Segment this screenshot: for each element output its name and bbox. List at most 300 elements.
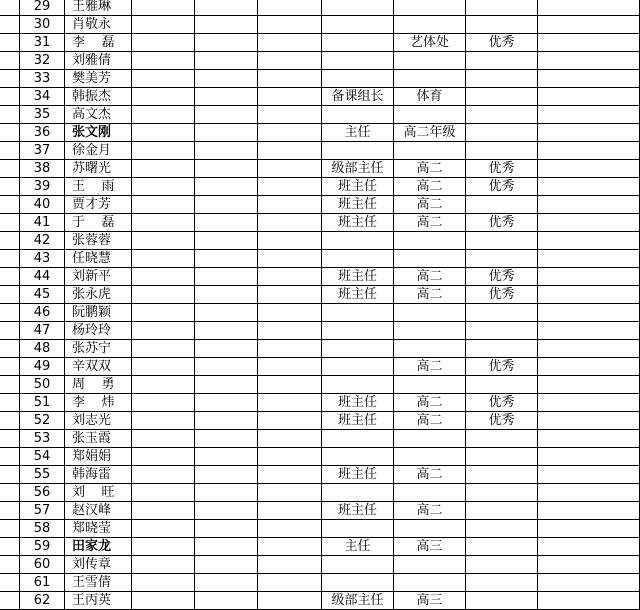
teacher-name-cell[interactable]: 刘 旺 bbox=[65, 484, 132, 502]
blank-cell[interactable] bbox=[538, 142, 640, 160]
row-number-cell[interactable]: 37 bbox=[20, 142, 65, 160]
department-cell[interactable]: 高二 bbox=[394, 196, 466, 214]
blank-cell[interactable] bbox=[538, 196, 640, 214]
blank-cell[interactable] bbox=[258, 250, 322, 268]
teacher-name-cell[interactable]: 王丙英 bbox=[65, 592, 132, 610]
teacher-name-cell[interactable]: 高文杰 bbox=[65, 106, 132, 124]
blank-cell[interactable] bbox=[538, 592, 640, 610]
department-cell[interactable] bbox=[394, 250, 466, 268]
teacher-name-cell[interactable]: 肖敬永 bbox=[65, 16, 132, 34]
teacher-name-cell[interactable]: 阮鹏颖 bbox=[65, 304, 132, 322]
blank-cell[interactable] bbox=[132, 466, 195, 484]
blank-cell[interactable] bbox=[195, 502, 258, 520]
row-number-cell[interactable]: 52 bbox=[20, 412, 65, 430]
row-number-cell[interactable]: 48 bbox=[20, 340, 65, 358]
blank-cell[interactable] bbox=[258, 286, 322, 304]
blank-cell[interactable] bbox=[258, 430, 322, 448]
blank-cell[interactable] bbox=[0, 70, 20, 88]
blank-cell[interactable] bbox=[258, 124, 322, 142]
blank-cell[interactable] bbox=[258, 574, 322, 592]
evaluation-cell[interactable] bbox=[466, 520, 538, 538]
blank-cell[interactable] bbox=[195, 304, 258, 322]
department-cell[interactable]: 高二 bbox=[394, 358, 466, 376]
row-number-cell[interactable]: 36 bbox=[20, 124, 65, 142]
evaluation-cell[interactable] bbox=[466, 340, 538, 358]
blank-cell[interactable] bbox=[0, 52, 20, 70]
row-number-cell[interactable]: 62 bbox=[20, 592, 65, 610]
blank-cell[interactable] bbox=[538, 232, 640, 250]
blank-cell[interactable] bbox=[258, 502, 322, 520]
blank-cell[interactable] bbox=[0, 196, 20, 214]
blank-cell[interactable] bbox=[0, 304, 20, 322]
blank-cell[interactable] bbox=[132, 538, 195, 556]
blank-cell[interactable] bbox=[0, 160, 20, 178]
blank-cell[interactable] bbox=[195, 592, 258, 610]
row-number-cell[interactable]: 41 bbox=[20, 214, 65, 232]
blank-cell[interactable] bbox=[538, 286, 640, 304]
evaluation-cell[interactable] bbox=[466, 196, 538, 214]
evaluation-cell[interactable] bbox=[466, 448, 538, 466]
blank-cell[interactable] bbox=[0, 556, 20, 574]
blank-cell[interactable] bbox=[0, 376, 20, 394]
position-cell[interactable] bbox=[322, 358, 394, 376]
evaluation-cell[interactable] bbox=[466, 574, 538, 592]
blank-cell[interactable] bbox=[0, 538, 20, 556]
blank-cell[interactable] bbox=[195, 484, 258, 502]
row-number-cell[interactable]: 39 bbox=[20, 178, 65, 196]
blank-cell[interactable] bbox=[538, 214, 640, 232]
evaluation-cell[interactable] bbox=[466, 538, 538, 556]
position-cell[interactable] bbox=[322, 106, 394, 124]
department-cell[interactable] bbox=[394, 520, 466, 538]
blank-cell[interactable] bbox=[0, 178, 20, 196]
department-cell[interactable]: 高三 bbox=[394, 538, 466, 556]
row-number-cell[interactable]: 49 bbox=[20, 358, 65, 376]
blank-cell[interactable] bbox=[0, 286, 20, 304]
teacher-name-cell[interactable]: 辛双双 bbox=[65, 358, 132, 376]
row-number-cell[interactable]: 30 bbox=[20, 16, 65, 34]
blank-cell[interactable] bbox=[132, 160, 195, 178]
blank-cell[interactable] bbox=[195, 286, 258, 304]
department-cell[interactable] bbox=[394, 142, 466, 160]
blank-cell[interactable] bbox=[538, 322, 640, 340]
blank-cell[interactable] bbox=[258, 394, 322, 412]
blank-cell[interactable] bbox=[0, 574, 20, 592]
teacher-name-cell[interactable]: 韩海雷 bbox=[65, 466, 132, 484]
position-cell[interactable]: 班主任 bbox=[322, 214, 394, 232]
department-cell[interactable]: 高二 bbox=[394, 268, 466, 286]
position-cell[interactable] bbox=[322, 322, 394, 340]
evaluation-cell[interactable] bbox=[466, 52, 538, 70]
blank-cell[interactable] bbox=[538, 502, 640, 520]
blank-cell[interactable] bbox=[132, 322, 195, 340]
blank-cell[interactable] bbox=[195, 448, 258, 466]
teacher-name-cell[interactable]: 王雅琳 bbox=[65, 0, 132, 16]
teacher-name-cell[interactable]: 韩振杰 bbox=[65, 88, 132, 106]
teacher-name-cell[interactable]: 任晓慧 bbox=[65, 250, 132, 268]
position-cell[interactable] bbox=[322, 250, 394, 268]
position-cell[interactable]: 班主任 bbox=[322, 394, 394, 412]
blank-cell[interactable] bbox=[258, 160, 322, 178]
blank-cell[interactable] bbox=[132, 412, 195, 430]
evaluation-cell[interactable]: 优秀 bbox=[466, 268, 538, 286]
position-cell[interactable]: 备课组长 bbox=[322, 88, 394, 106]
row-number-cell[interactable]: 32 bbox=[20, 52, 65, 70]
evaluation-cell[interactable] bbox=[466, 430, 538, 448]
department-cell[interactable] bbox=[394, 430, 466, 448]
evaluation-cell[interactable]: 优秀 bbox=[466, 412, 538, 430]
blank-cell[interactable] bbox=[195, 124, 258, 142]
blank-cell[interactable] bbox=[538, 268, 640, 286]
row-number-cell[interactable]: 54 bbox=[20, 448, 65, 466]
blank-cell[interactable] bbox=[258, 358, 322, 376]
blank-cell[interactable] bbox=[0, 142, 20, 160]
blank-cell[interactable] bbox=[258, 412, 322, 430]
blank-cell[interactable] bbox=[132, 178, 195, 196]
blank-cell[interactable] bbox=[132, 556, 195, 574]
teacher-name-cell[interactable]: 刘雅倩 bbox=[65, 52, 132, 70]
blank-cell[interactable] bbox=[258, 520, 322, 538]
blank-cell[interactable] bbox=[258, 70, 322, 88]
teacher-name-cell[interactable]: 张永虎 bbox=[65, 286, 132, 304]
blank-cell[interactable] bbox=[195, 574, 258, 592]
evaluation-cell[interactable] bbox=[466, 322, 538, 340]
position-cell[interactable]: 班主任 bbox=[322, 502, 394, 520]
blank-cell[interactable] bbox=[0, 322, 20, 340]
blank-cell[interactable] bbox=[132, 142, 195, 160]
evaluation-cell[interactable] bbox=[466, 106, 538, 124]
department-cell[interactable] bbox=[394, 340, 466, 358]
blank-cell[interactable] bbox=[0, 34, 20, 52]
row-number-cell[interactable]: 45 bbox=[20, 286, 65, 304]
department-cell[interactable]: 高二 bbox=[394, 412, 466, 430]
blank-cell[interactable] bbox=[0, 106, 20, 124]
blank-cell[interactable] bbox=[195, 88, 258, 106]
position-cell[interactable] bbox=[322, 232, 394, 250]
teacher-name-cell[interactable]: 苏曙光 bbox=[65, 160, 132, 178]
blank-cell[interactable] bbox=[258, 34, 322, 52]
evaluation-cell[interactable] bbox=[466, 466, 538, 484]
blank-cell[interactable] bbox=[132, 250, 195, 268]
row-number-cell[interactable]: 59 bbox=[20, 538, 65, 556]
blank-cell[interactable] bbox=[195, 70, 258, 88]
position-cell[interactable] bbox=[322, 142, 394, 160]
row-number-cell[interactable]: 29 bbox=[20, 0, 65, 16]
teacher-name-cell[interactable]: 张文刚 bbox=[65, 124, 132, 142]
position-cell[interactable] bbox=[322, 340, 394, 358]
blank-cell[interactable] bbox=[538, 34, 640, 52]
blank-cell[interactable] bbox=[0, 502, 20, 520]
blank-cell[interactable] bbox=[195, 214, 258, 232]
department-cell[interactable] bbox=[394, 556, 466, 574]
department-cell[interactable]: 艺体处 bbox=[394, 34, 466, 52]
teacher-name-cell[interactable]: 樊美芳 bbox=[65, 70, 132, 88]
row-number-cell[interactable]: 34 bbox=[20, 88, 65, 106]
blank-cell[interactable] bbox=[258, 268, 322, 286]
blank-cell[interactable] bbox=[538, 16, 640, 34]
blank-cell[interactable] bbox=[538, 466, 640, 484]
department-cell[interactable]: 高三 bbox=[394, 592, 466, 610]
teacher-name-cell[interactable]: 张玉霞 bbox=[65, 430, 132, 448]
position-cell[interactable] bbox=[322, 34, 394, 52]
blank-cell[interactable] bbox=[132, 430, 195, 448]
blank-cell[interactable] bbox=[195, 250, 258, 268]
blank-cell[interactable] bbox=[538, 448, 640, 466]
blank-cell[interactable] bbox=[538, 484, 640, 502]
position-cell[interactable] bbox=[322, 520, 394, 538]
blank-cell[interactable] bbox=[132, 448, 195, 466]
blank-cell[interactable] bbox=[538, 556, 640, 574]
blank-cell[interactable] bbox=[195, 106, 258, 124]
blank-cell[interactable] bbox=[0, 88, 20, 106]
department-cell[interactable] bbox=[394, 106, 466, 124]
blank-cell[interactable] bbox=[195, 178, 258, 196]
blank-cell[interactable] bbox=[195, 34, 258, 52]
evaluation-cell[interactable]: 优秀 bbox=[466, 358, 538, 376]
blank-cell[interactable] bbox=[258, 556, 322, 574]
blank-cell[interactable] bbox=[132, 52, 195, 70]
blank-cell[interactable] bbox=[132, 16, 195, 34]
blank-cell[interactable] bbox=[195, 160, 258, 178]
row-number-cell[interactable]: 50 bbox=[20, 376, 65, 394]
blank-cell[interactable] bbox=[258, 376, 322, 394]
evaluation-cell[interactable] bbox=[466, 376, 538, 394]
blank-cell[interactable] bbox=[195, 340, 258, 358]
blank-cell[interactable] bbox=[538, 412, 640, 430]
department-cell[interactable]: 高二年级 bbox=[394, 124, 466, 142]
evaluation-cell[interactable]: 优秀 bbox=[466, 160, 538, 178]
blank-cell[interactable] bbox=[132, 592, 195, 610]
blank-cell[interactable] bbox=[258, 232, 322, 250]
evaluation-cell[interactable]: 优秀 bbox=[466, 178, 538, 196]
department-cell[interactable]: 高二 bbox=[394, 160, 466, 178]
position-cell[interactable] bbox=[322, 430, 394, 448]
blank-cell[interactable] bbox=[0, 592, 20, 610]
evaluation-cell[interactable]: 优秀 bbox=[466, 286, 538, 304]
department-cell[interactable] bbox=[394, 376, 466, 394]
blank-cell[interactable] bbox=[195, 142, 258, 160]
blank-cell[interactable] bbox=[195, 412, 258, 430]
evaluation-cell[interactable] bbox=[466, 250, 538, 268]
department-cell[interactable] bbox=[394, 52, 466, 70]
department-cell[interactable] bbox=[394, 232, 466, 250]
position-cell[interactable]: 班主任 bbox=[322, 466, 394, 484]
blank-cell[interactable] bbox=[195, 322, 258, 340]
teacher-name-cell[interactable]: 贾才芳 bbox=[65, 196, 132, 214]
blank-cell[interactable] bbox=[538, 304, 640, 322]
blank-cell[interactable] bbox=[195, 268, 258, 286]
blank-cell[interactable] bbox=[258, 178, 322, 196]
position-cell[interactable] bbox=[322, 376, 394, 394]
blank-cell[interactable] bbox=[258, 484, 322, 502]
position-cell[interactable] bbox=[322, 16, 394, 34]
blank-cell[interactable] bbox=[0, 214, 20, 232]
row-number-cell[interactable]: 56 bbox=[20, 484, 65, 502]
blank-cell[interactable] bbox=[0, 358, 20, 376]
row-number-cell[interactable]: 31 bbox=[20, 34, 65, 52]
teacher-name-cell[interactable]: 张蓉蓉 bbox=[65, 232, 132, 250]
evaluation-cell[interactable] bbox=[466, 592, 538, 610]
department-cell[interactable] bbox=[394, 484, 466, 502]
blank-cell[interactable] bbox=[195, 376, 258, 394]
row-number-cell[interactable]: 46 bbox=[20, 304, 65, 322]
row-number-cell[interactable]: 33 bbox=[20, 70, 65, 88]
teacher-name-cell[interactable]: 赵汉峰 bbox=[65, 502, 132, 520]
blank-cell[interactable] bbox=[258, 592, 322, 610]
row-number-cell[interactable]: 47 bbox=[20, 322, 65, 340]
teacher-name-cell[interactable]: 王 雨 bbox=[65, 178, 132, 196]
blank-cell[interactable] bbox=[132, 286, 195, 304]
position-cell[interactable]: 班主任 bbox=[322, 196, 394, 214]
evaluation-cell[interactable] bbox=[466, 484, 538, 502]
blank-cell[interactable] bbox=[538, 250, 640, 268]
teacher-name-cell[interactable]: 刘传章 bbox=[65, 556, 132, 574]
blank-cell[interactable] bbox=[258, 466, 322, 484]
blank-cell[interactable] bbox=[132, 268, 195, 286]
blank-cell[interactable] bbox=[258, 214, 322, 232]
evaluation-cell[interactable]: 优秀 bbox=[466, 214, 538, 232]
department-cell[interactable] bbox=[394, 322, 466, 340]
blank-cell[interactable] bbox=[538, 160, 640, 178]
blank-cell[interactable] bbox=[132, 358, 195, 376]
blank-cell[interactable] bbox=[0, 340, 20, 358]
blank-cell[interactable] bbox=[0, 232, 20, 250]
department-cell[interactable]: 高二 bbox=[394, 214, 466, 232]
blank-cell[interactable] bbox=[258, 340, 322, 358]
blank-cell[interactable] bbox=[195, 394, 258, 412]
teacher-name-cell[interactable]: 王雪倩 bbox=[65, 574, 132, 592]
position-cell[interactable] bbox=[322, 448, 394, 466]
teacher-name-cell[interactable]: 李 炜 bbox=[65, 394, 132, 412]
department-cell[interactable]: 高二 bbox=[394, 178, 466, 196]
teacher-name-cell[interactable]: 刘志光 bbox=[65, 412, 132, 430]
blank-cell[interactable] bbox=[132, 124, 195, 142]
teacher-name-cell[interactable]: 郑晓莹 bbox=[65, 520, 132, 538]
row-number-cell[interactable]: 57 bbox=[20, 502, 65, 520]
blank-cell[interactable] bbox=[0, 16, 20, 34]
blank-cell[interactable] bbox=[538, 106, 640, 124]
evaluation-cell[interactable] bbox=[466, 304, 538, 322]
evaluation-cell[interactable] bbox=[466, 16, 538, 34]
row-number-cell[interactable]: 38 bbox=[20, 160, 65, 178]
blank-cell[interactable] bbox=[0, 268, 20, 286]
blank-cell[interactable] bbox=[195, 538, 258, 556]
blank-cell[interactable] bbox=[0, 412, 20, 430]
blank-cell[interactable] bbox=[195, 196, 258, 214]
department-cell[interactable] bbox=[394, 0, 466, 16]
position-cell[interactable] bbox=[322, 484, 394, 502]
blank-cell[interactable] bbox=[132, 574, 195, 592]
blank-cell[interactable] bbox=[132, 520, 195, 538]
position-cell[interactable] bbox=[322, 556, 394, 574]
evaluation-cell[interactable] bbox=[466, 70, 538, 88]
blank-cell[interactable] bbox=[195, 466, 258, 484]
position-cell[interactable]: 班主任 bbox=[322, 268, 394, 286]
teacher-name-cell[interactable]: 张苏宁 bbox=[65, 340, 132, 358]
blank-cell[interactable] bbox=[258, 304, 322, 322]
blank-cell[interactable] bbox=[195, 52, 258, 70]
blank-cell[interactable] bbox=[258, 52, 322, 70]
row-number-cell[interactable]: 40 bbox=[20, 196, 65, 214]
row-number-cell[interactable]: 53 bbox=[20, 430, 65, 448]
evaluation-cell[interactable] bbox=[466, 142, 538, 160]
evaluation-cell[interactable] bbox=[466, 0, 538, 16]
blank-cell[interactable] bbox=[195, 430, 258, 448]
blank-cell[interactable] bbox=[0, 466, 20, 484]
blank-cell[interactable] bbox=[0, 484, 20, 502]
row-number-cell[interactable]: 35 bbox=[20, 106, 65, 124]
department-cell[interactable] bbox=[394, 70, 466, 88]
position-cell[interactable]: 主任 bbox=[322, 124, 394, 142]
blank-cell[interactable] bbox=[195, 0, 258, 16]
department-cell[interactable] bbox=[394, 574, 466, 592]
row-number-cell[interactable]: 61 bbox=[20, 574, 65, 592]
position-cell[interactable] bbox=[322, 574, 394, 592]
position-cell[interactable]: 班主任 bbox=[322, 286, 394, 304]
blank-cell[interactable] bbox=[0, 0, 20, 16]
blank-cell[interactable] bbox=[258, 106, 322, 124]
evaluation-cell[interactable]: 优秀 bbox=[466, 394, 538, 412]
position-cell[interactable] bbox=[322, 52, 394, 70]
blank-cell[interactable] bbox=[258, 16, 322, 34]
teacher-name-cell[interactable]: 李 磊 bbox=[65, 34, 132, 52]
blank-cell[interactable] bbox=[132, 214, 195, 232]
department-cell[interactable]: 体育 bbox=[394, 88, 466, 106]
blank-cell[interactable] bbox=[132, 340, 195, 358]
blank-cell[interactable] bbox=[195, 358, 258, 376]
blank-cell[interactable] bbox=[132, 394, 195, 412]
teacher-name-cell[interactable]: 郑娟娟 bbox=[65, 448, 132, 466]
row-number-cell[interactable]: 60 bbox=[20, 556, 65, 574]
blank-cell[interactable] bbox=[132, 484, 195, 502]
blank-cell[interactable] bbox=[132, 196, 195, 214]
blank-cell[interactable] bbox=[195, 556, 258, 574]
department-cell[interactable]: 高二 bbox=[394, 394, 466, 412]
blank-cell[interactable] bbox=[538, 376, 640, 394]
department-cell[interactable]: 高二 bbox=[394, 286, 466, 304]
blank-cell[interactable] bbox=[0, 520, 20, 538]
position-cell[interactable]: 班主任 bbox=[322, 412, 394, 430]
evaluation-cell[interactable] bbox=[466, 124, 538, 142]
blank-cell[interactable] bbox=[0, 430, 20, 448]
department-cell[interactable]: 高二 bbox=[394, 502, 466, 520]
evaluation-cell[interactable] bbox=[466, 88, 538, 106]
blank-cell[interactable] bbox=[132, 304, 195, 322]
blank-cell[interactable] bbox=[538, 430, 640, 448]
teacher-name-cell[interactable]: 周 勇 bbox=[65, 376, 132, 394]
blank-cell[interactable] bbox=[538, 124, 640, 142]
blank-cell[interactable] bbox=[258, 196, 322, 214]
row-number-cell[interactable]: 55 bbox=[20, 466, 65, 484]
evaluation-cell[interactable] bbox=[466, 232, 538, 250]
teacher-name-cell[interactable]: 刘新平 bbox=[65, 268, 132, 286]
teacher-name-cell[interactable]: 徐金月 bbox=[65, 142, 132, 160]
blank-cell[interactable] bbox=[132, 376, 195, 394]
position-cell[interactable]: 级部主任 bbox=[322, 592, 394, 610]
blank-cell[interactable] bbox=[538, 52, 640, 70]
blank-cell[interactable] bbox=[132, 88, 195, 106]
blank-cell[interactable] bbox=[538, 0, 640, 16]
department-cell[interactable] bbox=[394, 16, 466, 34]
blank-cell[interactable] bbox=[258, 0, 322, 16]
blank-cell[interactable] bbox=[538, 340, 640, 358]
blank-cell[interactable] bbox=[538, 520, 640, 538]
department-cell[interactable]: 高二 bbox=[394, 466, 466, 484]
blank-cell[interactable] bbox=[258, 142, 322, 160]
blank-cell[interactable] bbox=[538, 574, 640, 592]
blank-cell[interactable] bbox=[0, 394, 20, 412]
department-cell[interactable] bbox=[394, 304, 466, 322]
